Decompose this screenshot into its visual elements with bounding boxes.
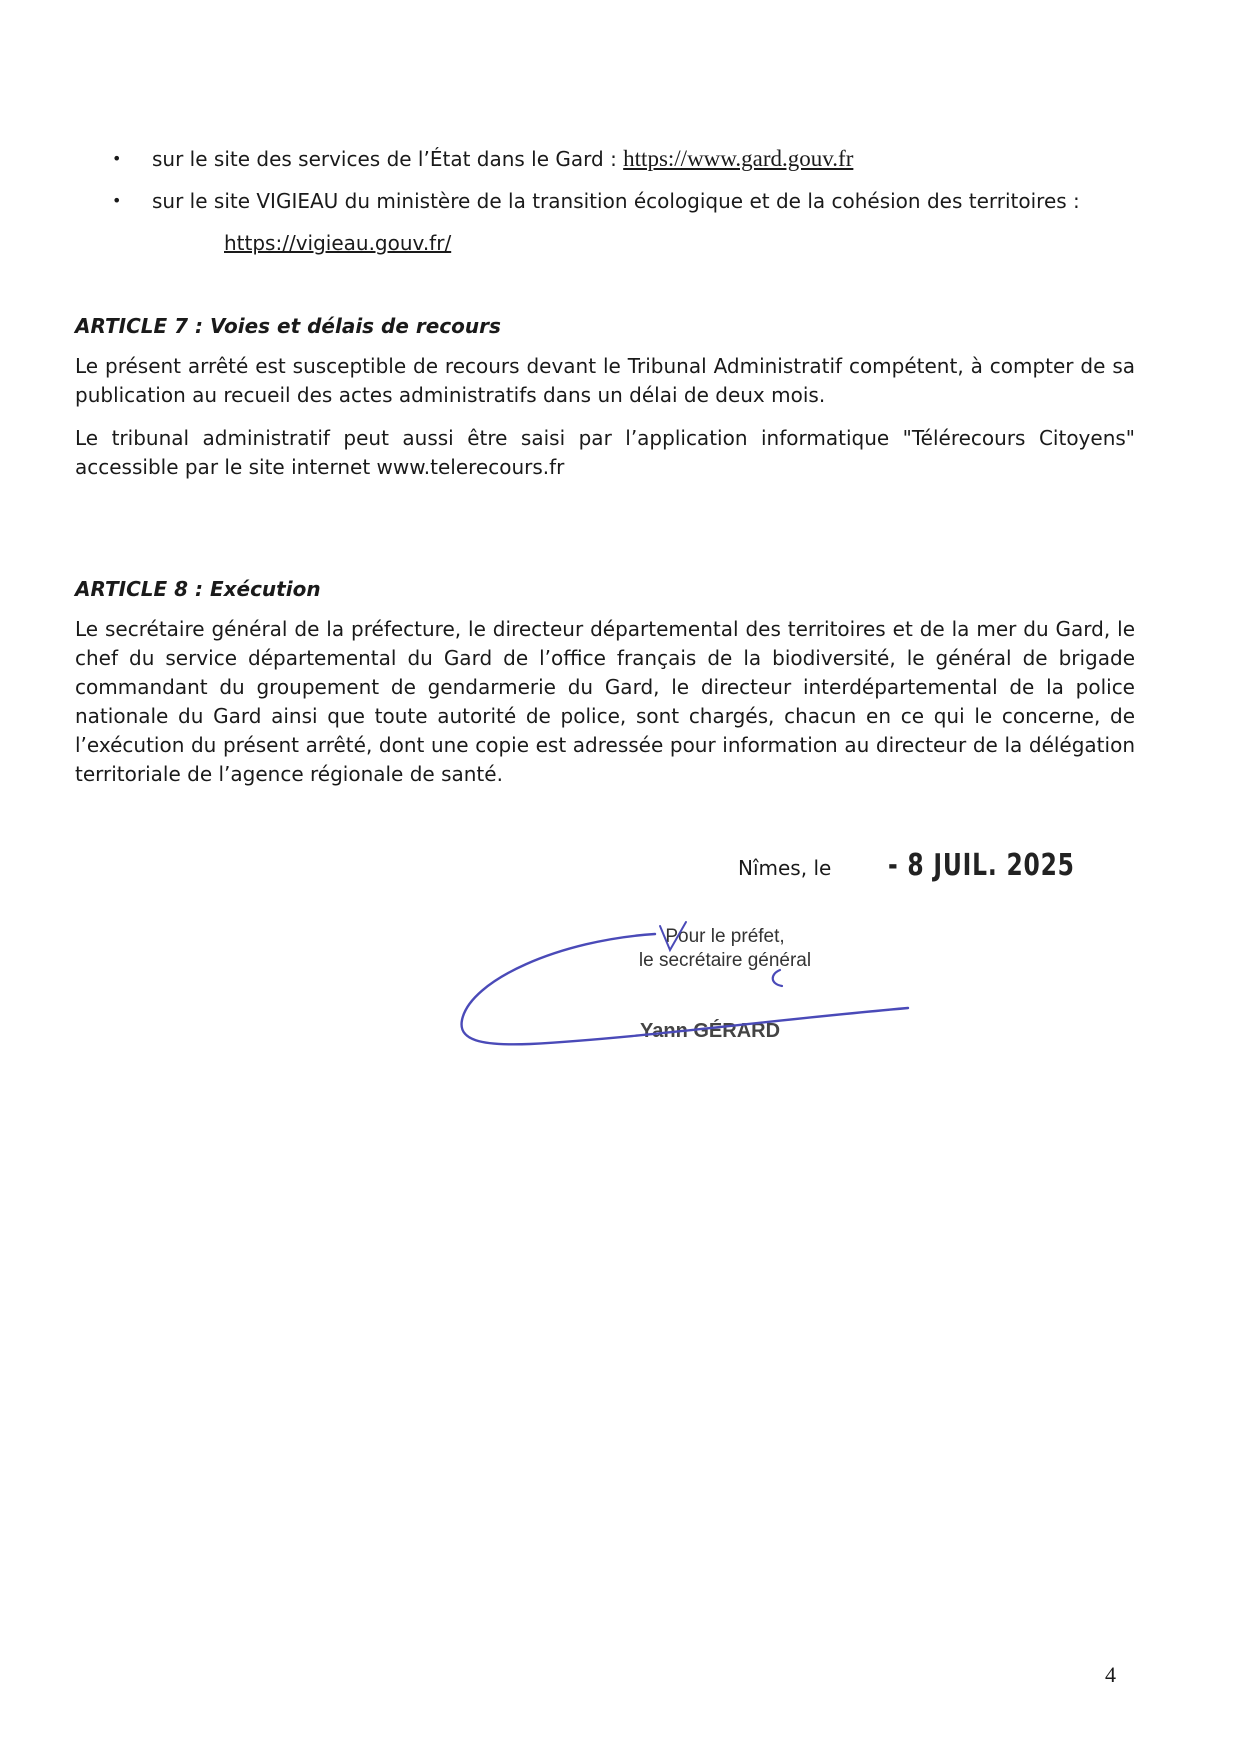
article-7-paragraph-1: Le présent arrêté est susceptible de recours devant le Tribunal Administratif compétent, à compter de sa publication au recueil des actes administratifs dans un délai de deux mois. bbox=[75, 354, 1135, 407]
bullet-icon: • bbox=[112, 191, 122, 210]
signature-line-1: Pour le préfet, bbox=[665, 926, 785, 947]
date-stamp: - 8 JUIL. 2025 bbox=[888, 848, 1075, 883]
gard-gouv-link[interactable]: https://www.gard.gouv.fr bbox=[623, 146, 854, 171]
signature-line-2: le secrétaire général bbox=[638, 950, 812, 971]
handwritten-signature-icon bbox=[440, 920, 920, 1070]
vigieau-link[interactable]: https://vigieau.gouv.fr/ bbox=[224, 231, 452, 255]
article-7-paragraph-2: Le tribunal administratif peut aussi être saisi par l’application informatique "Télérecours Citoyens" accessible par le site internet www.telerecours.fr bbox=[75, 426, 1135, 479]
signature-place: Nîmes, le bbox=[738, 856, 832, 880]
bullet-text: sur le site des services de l’État dans le Gard : bbox=[152, 147, 624, 171]
page-number: 4 bbox=[1105, 1662, 1116, 1687]
bullet-icon: • bbox=[112, 149, 122, 168]
bullet-text: sur le site VIGIEAU du ministère de la transition écologique et de la cohésion des territoires : bbox=[152, 189, 1080, 213]
list-item bbox=[112, 144, 1132, 174]
list-item bbox=[112, 186, 1132, 216]
article-8-title: ARTICLE 8 : Exécution bbox=[75, 577, 321, 601]
publication-list bbox=[112, 144, 1132, 228]
vigieau-link-line bbox=[224, 228, 451, 258]
article-8-paragraph: Le secrétaire général de la préfecture, le directeur départemental des territoires et de la mer du Gard, le chef du service départemental du Gard de l’office français de la biodiversité, le général de brigade commandant du groupement de gendarmerie du Gard, le directeur interdépartemental de la police nationale du Gard ainsi que toute autorité de police, sont chargés, chacun en ce qui le concerne, de l’exécution du présent arrêté, dont une copie est adressée pour information au directeur de la délégation territoriale de l’agence régionale de santé. bbox=[75, 617, 1135, 786]
signatory-name: Yann GÉRARD bbox=[640, 1020, 781, 1042]
article-7-title: ARTICLE 7 : Voies et délais de recours bbox=[75, 314, 501, 338]
